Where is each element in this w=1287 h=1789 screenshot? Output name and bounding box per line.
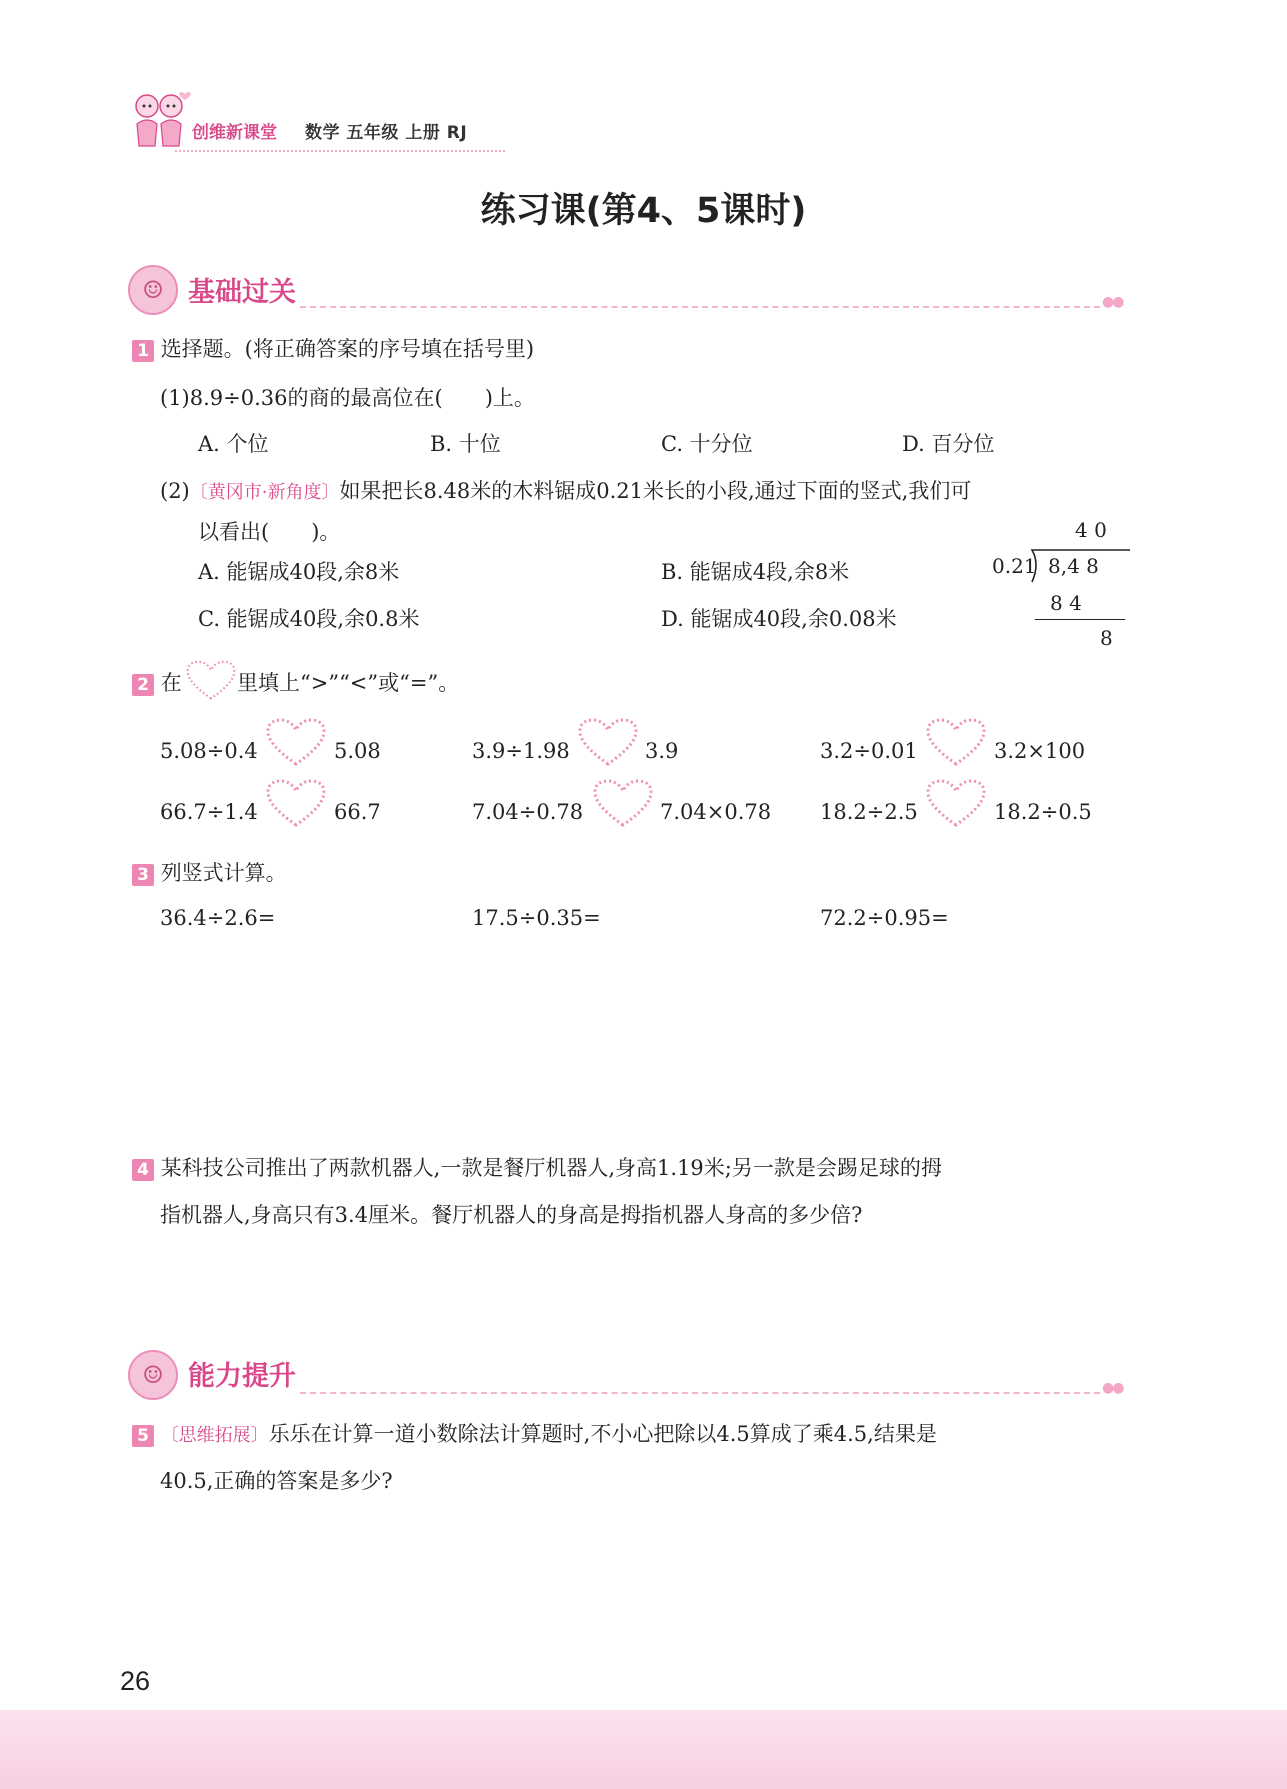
q1-p1-option-d: D. 百分位 (902, 432, 995, 456)
q5-line2: 40.5,正确的答案是多少? (160, 1469, 393, 1493)
q1-p2-option-a: A. 能锯成40段,余8米 (198, 560, 400, 584)
q3-number: 3 (132, 864, 154, 886)
section-advanced-title: 能力提升 (188, 1361, 296, 1392)
division-dividend: 8,4 8 (1048, 554, 1099, 578)
q2-r1-c2-right: 3.9 (645, 739, 679, 763)
q1-p2-stem-text: 如果把长8.48米的木料锯成0.21米长的小段,通过下面的竖式,我们可 (339, 479, 972, 503)
q1-p1-option-a: A. 个位 (198, 432, 269, 456)
q1-p1-option-b: B. 十位 (430, 432, 501, 456)
footer-band (0, 1710, 1287, 1789)
q1-p2-stem (160, 475, 971, 505)
q2-r2-c1-left: 66.7÷1.4 (160, 800, 258, 824)
face-icon: ☺ (142, 276, 164, 304)
division-divisor: 0.21 (992, 554, 1037, 578)
page-number: 26 (120, 1666, 151, 1696)
q1-p2-prefix: (2) (160, 479, 190, 503)
q2-r1-c2-left: 3.9÷1.98 (472, 739, 570, 763)
q2-stem (132, 667, 182, 697)
q2-r1-c3-right: 3.2×100 (994, 739, 1086, 763)
q1-p1-stem: (1)8.9÷0.36的商的最高位在( )上。 (160, 386, 535, 410)
header-brand: 创维新课堂 (192, 123, 277, 143)
q5-line1 (132, 1418, 937, 1448)
q3-item-3: 72.2÷0.95= (820, 906, 949, 930)
face-icon: ☺ (142, 1361, 164, 1389)
section-advanced-badge (128, 1350, 178, 1400)
q1-p2-option-d: D. 能锯成40段,余0.08米 (661, 607, 897, 631)
q3-item-2: 17.5÷0.35= (472, 906, 601, 930)
division-remainder: 8 (1100, 626, 1113, 650)
q1-stem (132, 333, 534, 363)
q1-p1-option-c: C. 十分位 (661, 432, 753, 456)
division-product: 8 4 (1050, 591, 1082, 615)
q1-p2-option-b: B. 能锯成4段,余8米 (661, 560, 850, 584)
q2-r2-c2-left: 7.04÷0.78 (472, 800, 584, 824)
heart-blank-icon[interactable] (266, 779, 326, 829)
q3-stem (132, 857, 287, 887)
section-basic-title: 基础过关 (188, 277, 296, 308)
heart-blank-icon[interactable] (926, 718, 986, 768)
q2-stem-post: 里填上“>”“<”或“=”。 (237, 671, 460, 695)
q2-number: 2 (132, 674, 154, 696)
heart-blank-icon[interactable] (266, 718, 326, 768)
header-kids-logo (125, 88, 195, 154)
q1-stem-text: 选择题。(将正确答案的序号填在括号里) (160, 337, 535, 361)
heart-icon (186, 660, 236, 702)
q2-r2-c3-left: 18.2÷2.5 (820, 800, 918, 824)
division-quotient: 4 0 (1075, 518, 1107, 542)
q1-p2-tag: 〔黄冈市·新角度〕 (189, 482, 340, 503)
division-line (1035, 619, 1125, 620)
page-title: 练习课(第4、5课时) (480, 191, 807, 231)
dots-icon: ●● (1102, 294, 1123, 310)
q2-r2-c3-right: 18.2÷0.5 (994, 800, 1092, 824)
q2-r1-c1-left: 5.08÷0.4 (160, 739, 258, 763)
heart-blank-icon[interactable] (593, 779, 653, 829)
q1-number: 1 (132, 340, 154, 362)
q2-r2-c2-right: 7.04×0.78 (660, 800, 772, 824)
dots-icon: ●● (1102, 1380, 1123, 1396)
q1-p2-option-c: C. 能锯成40段,余0.8米 (198, 607, 420, 631)
q3-stem-text: 列竖式计算。 (160, 861, 287, 885)
section-basic-badge (128, 265, 178, 315)
q5-line1-text: 乐乐在计算一道小数除法计算题时,不小心把除以4.5算成了乘4.5,结果是 (268, 1422, 937, 1446)
q2-r1-c3-left: 3.2÷0.01 (820, 739, 918, 763)
q4-line2: 指机器人,身高只有3.4厘米。餐厅机器人的身高是拇指机器人身高的多少倍? (160, 1203, 863, 1227)
section-basic-divider (300, 306, 1100, 308)
q5-tag: 〔思维拓展〕 (160, 1425, 269, 1446)
header-info: 数学 五年级 上册 RJ (305, 123, 468, 143)
q4-line1-text: 某科技公司推出了两款机器人,一款是餐厅机器人,身高1.19米;另一款是会踢足球的拇 (160, 1156, 942, 1180)
q4-number: 4 (132, 1159, 154, 1181)
q4-line1 (132, 1152, 942, 1182)
q5-number: 5 (132, 1425, 154, 1447)
header-divider (175, 150, 505, 152)
q2-stem-pre: 在 (160, 671, 182, 695)
q1-p2-stem2: 以看出( )。 (198, 520, 341, 544)
heart-blank-icon[interactable] (926, 779, 986, 829)
q3-item-1: 36.4÷2.6= (160, 906, 276, 930)
heart-blank-icon[interactable] (578, 718, 638, 768)
section-advanced-divider (300, 1392, 1100, 1394)
q2-r2-c1-right: 66.7 (334, 800, 381, 824)
q2-r1-c1-right: 5.08 (334, 739, 381, 763)
